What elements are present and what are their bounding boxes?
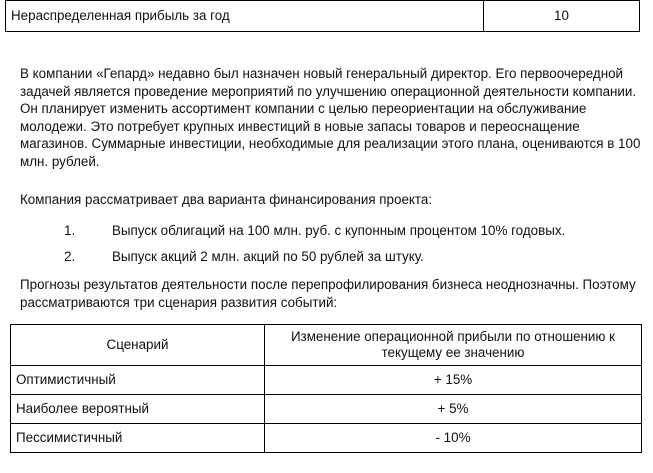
scenario-name: Пессимистичный xyxy=(11,424,265,453)
table-row xyxy=(11,366,642,395)
table-header-row xyxy=(11,325,642,366)
forecast-paragraph: Прогнозы результатов деятельности после перепрофилирования бизнеса неоднозначны. Поэтому рассматриваются три сценария развития событий: xyxy=(20,277,636,310)
scenario-name: Наиболее вероятный xyxy=(11,395,265,424)
scenario-change: - 10% xyxy=(265,424,642,453)
list-item-text: Выпуск акций 2 млн. акций по 50 рублей за штуку. xyxy=(112,249,424,264)
table-row xyxy=(11,424,642,453)
header-scenario: Сценарий xyxy=(11,325,265,366)
scenario-change: + 15% xyxy=(265,366,642,395)
header-change: Изменение операционной прибыли по отношению к текущему ее значению xyxy=(265,325,642,366)
list-item-number: 1. xyxy=(64,223,76,238)
list-item-number: 2. xyxy=(64,249,76,264)
retained-earnings-label: Нераспределенная прибыль за год xyxy=(6,1,484,32)
retained-earnings-value: 10 xyxy=(484,1,640,32)
table-row xyxy=(11,395,642,424)
retained-earnings-table xyxy=(5,0,640,32)
scenario-table xyxy=(10,324,642,453)
intro-paragraph: В компании «Гепард» недавно был назначен новый генеральный директор. Его первоочередной задачей является проведение мероприятий по улучшению операционной деятельности компании. Он планирует изменить ассортимент компании с целью переориентации на обслуживание молодежи. Это потребует крупных инвестиций в новые запасы товаров и переоснащение магазинов. Суммарные инвестиции, необходимые для реализации этого плана, оцениваются в 100 млн. рублей. xyxy=(20,66,641,169)
list-item-text: Выпуск облигаций на 100 млн. руб. с купонным процентом 10% годовых. xyxy=(112,223,566,238)
table-row xyxy=(6,1,640,32)
scenario-name: Оптимистичный xyxy=(11,366,265,395)
financing-intro-paragraph: Компания рассматривает два варианта финансирования проекта: xyxy=(20,192,433,207)
scenario-change: + 5% xyxy=(265,395,642,424)
